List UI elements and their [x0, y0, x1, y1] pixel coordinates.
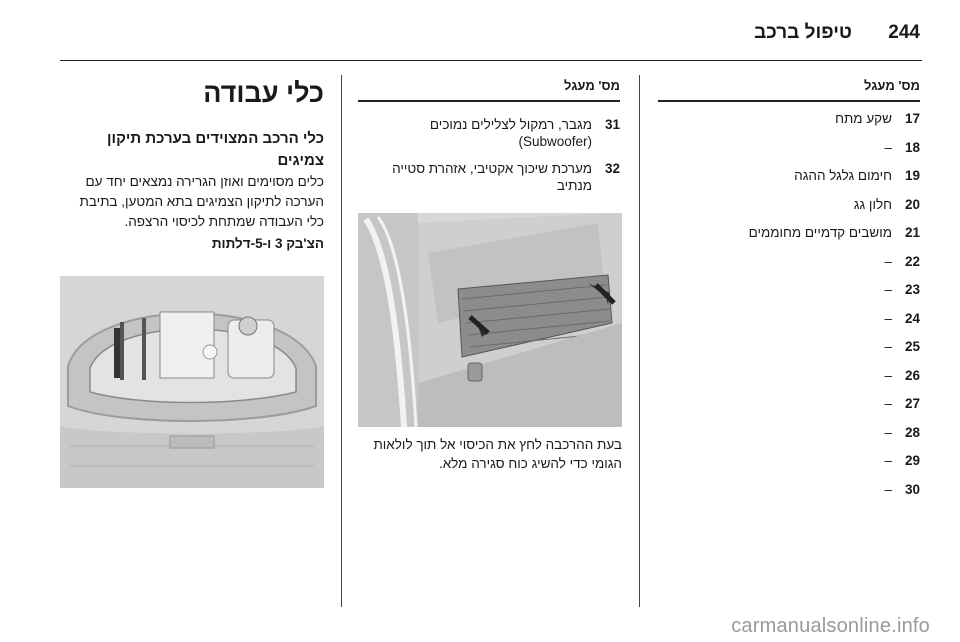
circuit-name: – — [884, 253, 892, 269]
circuit-name: – — [884, 339, 892, 354]
fuse-number: 17 — [904, 111, 920, 126]
table-header-rule — [358, 100, 620, 102]
model-label: הצ'בק 3 ו-5-דלתות — [211, 236, 324, 251]
circuit-name: – — [884, 367, 892, 383]
fuse-number: 30 — [904, 481, 920, 497]
fuse-box-cover-illustration — [358, 213, 622, 427]
circuit-name: – — [884, 481, 892, 497]
circuit-name: מושבים קדמיים מחוממים — [748, 225, 892, 240]
tool-box-illustration — [60, 276, 324, 488]
circuit-name: – — [884, 282, 892, 297]
column-divider-right — [639, 75, 640, 607]
page-number: 244 — [888, 22, 920, 43]
column-divider-left — [341, 75, 342, 607]
header-divider — [60, 60, 922, 61]
table-row — [658, 482, 920, 511]
watermark: carmanualsonline.info — [731, 615, 930, 637]
table-header — [658, 78, 920, 96]
circuit-name: – — [884, 396, 892, 411]
subsection-title: כלי הרכב המצוידים בערכת תיקון צמיגים — [107, 130, 324, 169]
table-row — [658, 225, 920, 254]
section-title: כלי עבודה — [203, 78, 324, 108]
table-row — [658, 311, 920, 340]
table-row — [658, 396, 920, 425]
fuse-list — [358, 116, 620, 194]
fuse-number: 22 — [904, 253, 920, 269]
figure-caption: בעת ההרכבה לחץ את הכיסוי אל תוך לולאות הגומי כדי להשיג כוח סגירה מלא. — [373, 437, 622, 471]
circuit-name: – — [884, 424, 892, 440]
table-row — [658, 282, 920, 311]
fuse-number: 29 — [904, 453, 920, 468]
circuit-name: – — [884, 139, 892, 155]
fuse-number: 28 — [904, 424, 920, 440]
fuse-list — [658, 111, 920, 510]
circuit-name: חימום גלגל ההגה — [794, 168, 892, 183]
fuse-number: 27 — [904, 396, 920, 411]
fuse-number: 24 — [904, 310, 920, 326]
table-row — [658, 425, 920, 454]
table-row — [358, 116, 620, 150]
fuse-number: 20 — [904, 196, 920, 212]
column-no-header: מס' — [598, 78, 620, 93]
circuit-name: חלון גג — [853, 196, 892, 212]
page-title: טיפול ברכב — [754, 22, 852, 43]
table-row — [658, 368, 920, 397]
column-no-header: מס' — [898, 78, 920, 93]
fuse-number: 18 — [904, 139, 920, 155]
column-circuit-header: מעגל — [864, 78, 895, 93]
table-row — [658, 111, 920, 140]
circuit-name: מגבר, רמקול לצלילים נמוכים (Subwoofer) — [429, 117, 592, 149]
table-row — [658, 168, 920, 197]
table-row — [658, 339, 920, 368]
circuit-name: מערכת שיכוך אקטיבי, אזהרת סטייה מנתיב — [392, 161, 592, 193]
column-circuit-header: מעגל — [564, 78, 595, 93]
fuse-number: 31 — [604, 117, 620, 132]
fuse-number: 19 — [904, 168, 920, 183]
body-paragraph: כלים מסוימים ואוזן הגרירה נמצאים יחד עם הערכה לתיקון הצמיגים בתא המטען, בתיבת כלי העבודה שמתחת לכיסוי הרצפה. — [79, 174, 324, 229]
fuse-number: 32 — [604, 161, 620, 176]
table-header-rule — [658, 100, 920, 102]
fuse-number: 21 — [904, 225, 920, 240]
fuse-table-right — [658, 78, 920, 510]
circuit-name: – — [884, 310, 892, 326]
table-row — [658, 140, 920, 169]
table-row — [658, 453, 920, 482]
fuse-table-middle — [358, 78, 620, 204]
circuit-name: – — [884, 453, 892, 468]
table-header — [358, 78, 620, 96]
table-row — [658, 254, 920, 283]
fuse-number: 26 — [904, 367, 920, 383]
tools-section — [60, 78, 324, 251]
table-row — [358, 160, 620, 194]
circuit-name: שקע מתח — [835, 111, 892, 126]
fuse-number: 25 — [904, 339, 920, 354]
fuse-number: 23 — [904, 282, 920, 297]
table-row — [658, 197, 920, 226]
